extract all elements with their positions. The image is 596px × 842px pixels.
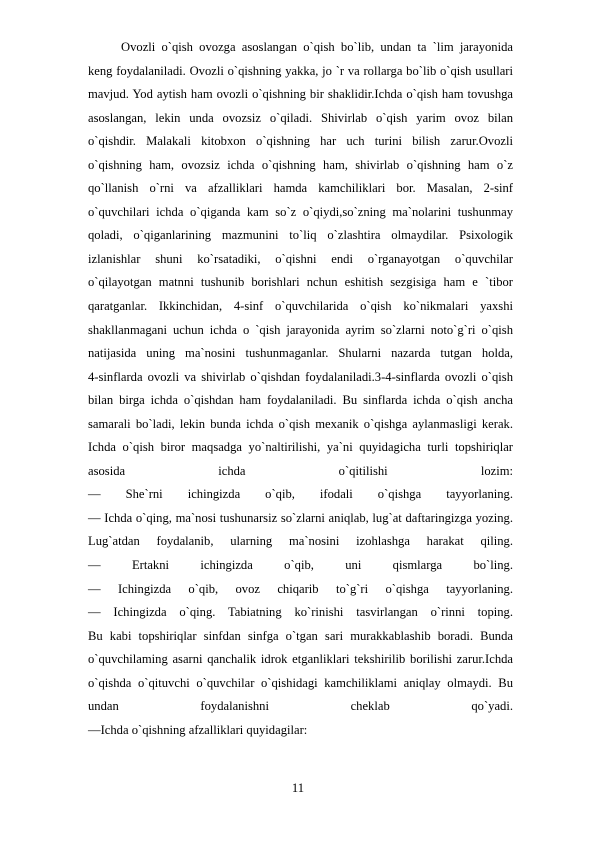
text-line: o`quvchilaming asarni qanchalik idrok etganliklari tekshirilib borilishi zarur.Ichda — [88, 652, 513, 667]
text-line: asosida ichda o`qitilishi lozim: — [88, 463, 513, 478]
text-line: undan foydalanishni cheklab qo`yadi. — [88, 699, 513, 714]
document-body — [88, 36, 513, 742]
text-line: Bu kabi topshiriqlar sinfdan sinfga o`tgan sari murakkablashib boradi. Bunda — [88, 628, 513, 643]
text-line: qoladi, o`qiganlarining mazmunini to`liq o`zlashtira olmaydilar. Psixologik — [88, 228, 513, 243]
text-line: mavjud. Yod aytish ham ovozli o`qishning bir shaklidir.Ichda o`qish ham tovushga — [88, 87, 513, 102]
text-line: 4-sinflarda ovozli va shivirlab o`qishdan foydalaniladi.3-4-sinflarda ovozli o`qish — [88, 369, 513, 384]
page-number: 11 — [291, 781, 305, 795]
text-line: keng foydalaniladi. Ovozli o`qishning yakka, jo `r va rollarga bo`lib o`qish usullari — [88, 63, 513, 78]
text-line: —Ichda o`qishning afzalliklari quyidagilar: — [88, 722, 308, 737]
text-line: Ovozli o`qish ovozga asoslangan o`qish bo`lib, undan ta `lim jarayonida — [121, 40, 513, 54]
text-line: asoslangan, lekin unda ovozsiz o`qiladi. Shivirlab o`qish yarim ovoz bilan — [88, 110, 513, 125]
task-item: — Ertakni ichingizda o`qib, uni qismlarga bo`ling. — [88, 558, 513, 573]
task-item: — She`rni ichingizda o`qib, ifodali o`qishga tayyorlaning. — [88, 487, 513, 502]
text-line: o`quvchilari ichda o`qiganda kam so`z o`qiydi,so`zning ma`nolarini tushunmay — [88, 204, 513, 219]
text-line: bilan birga ichda o`qishdan ham foydalaniladi. Bu sinflarda ichda o`qish ancha — [88, 393, 513, 408]
text-line: Lug`atdan foydalanib, ularning ma`nosini izohlashga harakat qiling. — [88, 534, 513, 549]
text-line: o`qilayotgan matnni tushunib borishlari nchun eshitish sezgisiga ham e `tibor — [88, 275, 513, 290]
text-line: Ichda o`qish biror maqsadga yo`naltirilishi, ya`ni quyidagicha turli topshiriqlar — [88, 440, 513, 455]
text-line: o`qishda o`qituvchi o`quvchilar o`qishidagi kamchiliklami aniqlay olmaydi. Bu — [88, 675, 513, 690]
text-line: samarali bo`ladi, lekin bunda ichda o`qish mexanik o`qishga aylanmasligi kerak. — [88, 416, 513, 431]
text-line: o`qishdir. Malakali kitobxon o`qishning har uch turini bilish zarur.Ovozli — [88, 134, 513, 149]
text-line: qo`llanish o`rni va afzalliklari hamda kamchiliklari bor. Masalan, 2-sinf — [88, 181, 513, 196]
text-line: qaratganlar. Ikkinchidan, 4-sinf o`quvchilarida o`qish ko`nikmalari yaxshi — [88, 299, 513, 314]
text-line: shakllanmagani uchun ichda o `qish jarayonida ayrim so`zlarni noto`g`ri o`qish — [88, 322, 513, 337]
task-item: — Ichingizda o`qib, ovoz chiqarib to`g`ri o`qishga tayyorlaning. — [88, 581, 513, 596]
text-line: izlanishlar shuni ko`rsatadiki, o`qishni endi o`rganayotgan o`quvchilar — [88, 251, 513, 266]
task-item: — Ichda o`qing, ma`nosi tushunarsiz so`zlarni aniqlab, lug`at daftaringizga yozing. — [88, 510, 513, 525]
text-line: natijasida uning ma`nosini tushunmaganlar. Shularni nazarda tutgan holda, — [88, 346, 513, 361]
text-line: o`qishning ham, ovozsiz ichda o`qishning ham, shivirlab o`qishning ham o`z — [88, 157, 513, 172]
task-item: — Ichingizda o`qing. Tabiatning ko`rinishi tasvirlangan o`rinni toping. — [88, 605, 513, 620]
